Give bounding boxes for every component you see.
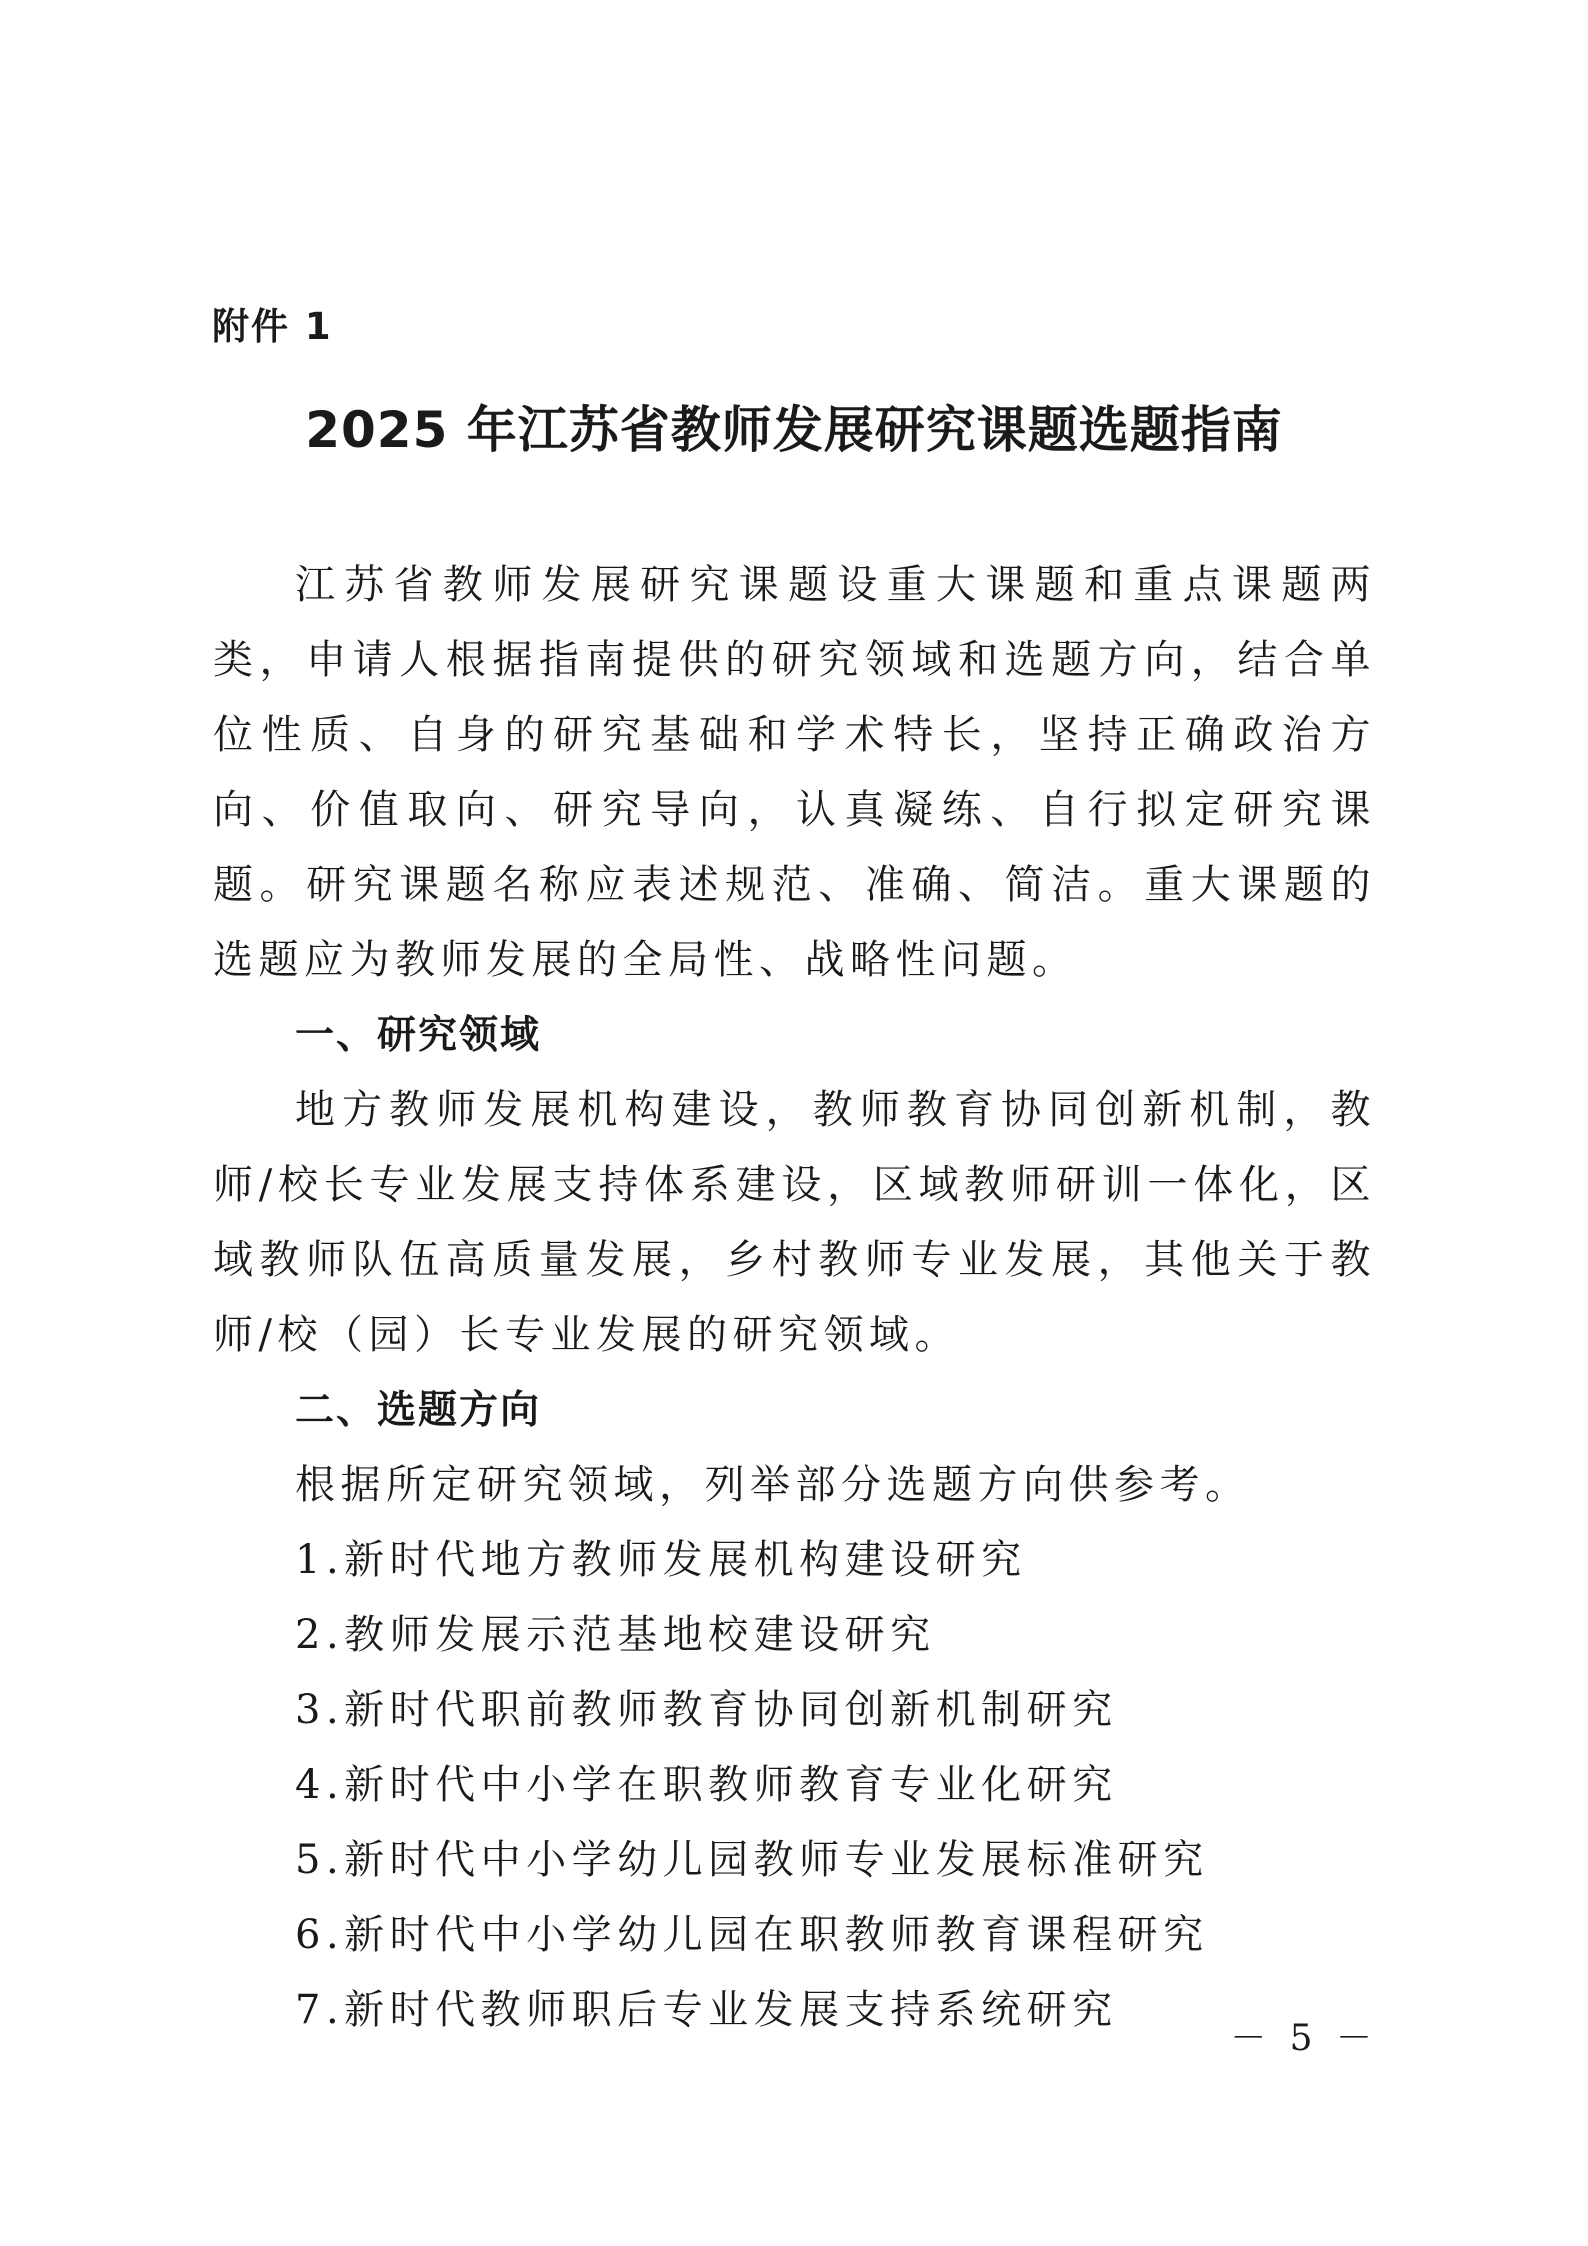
document-body (213, 548, 1376, 2048)
attachment-label: 附件 1 (212, 305, 333, 348)
topic-list-item: 6.新时代中小学幼儿园在职教师教育课程研究 (295, 1912, 1209, 1958)
topic-list-item: 7.新时代教师职后专业发展支持系统研究 (295, 1987, 1118, 2033)
document-title: 2025 年江苏省教师发展研究课题选题指南 (305, 401, 1283, 459)
topic-list-item: 1.新时代地方教师发展机构建设研究 (295, 1537, 1027, 1583)
intro-paragraph: 江苏省教师发展研究课题设重大课题和重点课题两类，申请人根据指南提供的研究领域和选题方向，结合单位性质、自身的研究基础和学术特长，坚持正确政治方向、价值取向、研究导向，认真凝练、自行拟定研究课题。研究课题名称应表述规范、准确、简洁。重大课题的选题应为教师发展的全局性、战略性问题。 (213, 562, 1376, 983)
section-heading-topic-directions: 二、选题方向 (295, 1388, 542, 1433)
page-number: － 5 － (1230, 2018, 1378, 2059)
topic-directions-intro: 根据所定研究领域，列举部分选题方向供参考。 (295, 1462, 1251, 1508)
topic-list-item: 3.新时代职前教师教育协同创新机制研究 (295, 1687, 1118, 1733)
topic-list-item: 4.新时代中小学在职教师教育专业化研究 (295, 1762, 1118, 1808)
section-heading-research-fields: 一、研究领域 (295, 1013, 542, 1058)
topic-list-item: 5.新时代中小学幼儿园教师专业发展标准研究 (295, 1837, 1209, 1883)
research-fields-paragraph: 地方教师发展机构建设，教师教育协同创新机制，教师/校长专业发展支持体系建设，区域教师研训一体化，区域教师队伍高质量发展，乡村教师专业发展，其他关于教师/校（园）长专业发展的研究领域。 (213, 1087, 1376, 1358)
topic-list-item: 2.教师发展示范基地校建设研究 (295, 1612, 936, 1658)
